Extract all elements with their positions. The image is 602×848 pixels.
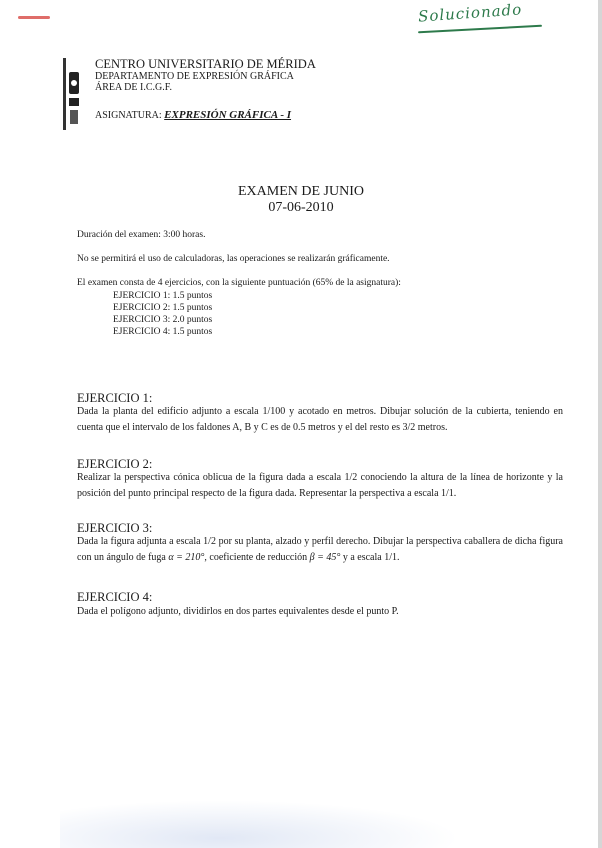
exercise-1-heading: EJERCICIO 1:	[77, 391, 153, 405]
exercise-2-text: Realizar la perspectiva cónica oblicua de la figura dada a escala 1/2 conociendo la altura de la línea de horizonte y la posición del punto principal respecto de la figura dada. Representar la perspectiva a escala 1/1.	[77, 472, 563, 499]
exam-duration: Duración del examen: 3:00 horas.	[77, 230, 206, 240]
handwritten-underline	[418, 25, 542, 33]
scan-edge-shadow	[598, 0, 602, 848]
score-item: EJERCICIO 4: 1.5 puntos	[113, 327, 213, 337]
exercise-3-text	[77, 534, 563, 566]
beta-coefficient: β = 45°	[309, 552, 341, 563]
calculator-rule: No se permitirá el uso de calculadoras, las operaciones se realizarán gráficamente.	[77, 254, 390, 264]
exercise-2-heading: EJERCICIO 2:	[77, 457, 153, 471]
exercise-3-text-b: , coeficiente de reducción	[204, 552, 310, 563]
exercise-1-text: Dada la planta del edificio adjunto a escala 1/100 y acotado en metros. Dibujar solución de la cubierta, teniendo en cuenta que el intervalo de los faldones A, B y C es de 0.5 metros y el del resto es 3/2 metros.	[77, 406, 563, 433]
exercise-3-text-a: Dada la figura adjunta a escala 1/2 por su planta, alzado y perfil derecho. Dibujar la perspectiva caballera de dicha figura con un ángulo de fuga	[77, 536, 563, 563]
subject-line	[95, 109, 291, 121]
exam-title: EXAMEN DE JUNIO	[238, 184, 364, 199]
subject-name: EXPRESIÓN GRÁFICA - I	[164, 109, 292, 121]
handwritten-annotation: Solucionado	[417, 0, 523, 26]
department-name: DEPARTAMENTO DE EXPRESIÓN GRÁFICA	[95, 71, 294, 82]
institution-name: CENTRO UNIVERSITARIO DE MÉRIDA	[95, 57, 316, 71]
exercise-4-text: Dada el polígono adjunto, dividirlos en dos partes equivalentes desde el punto P.	[77, 606, 399, 617]
red-pen-mark	[18, 16, 50, 19]
exercise-3-heading: EJERCICIO 3:	[77, 521, 153, 535]
exam-intro: El examen consta de 4 ejercicios, con la siguiente puntuación (65% de la asignatura):	[77, 278, 401, 288]
exercise-3-text-c: y a escala 1/1.	[340, 552, 400, 563]
score-item: EJERCICIO 3: 2.0 puntos	[113, 315, 213, 325]
subject-label: ASIGNATURA:	[95, 110, 165, 121]
exam-date: 07-06-2010	[268, 200, 334, 215]
area-name: ÁREA DE I.C.G.F.	[95, 82, 172, 93]
score-item: EJERCICIO 1: 1.5 puntos	[113, 291, 213, 301]
score-list	[113, 290, 212, 338]
alpha-angle: α = 210°	[168, 552, 205, 563]
score-item: EJERCICIO 2: 1.5 puntos	[113, 303, 213, 313]
exercise-4-heading: EJERCICIO 4:	[77, 590, 153, 604]
scan-stain	[60, 800, 460, 848]
university-logo-icon	[61, 58, 83, 130]
